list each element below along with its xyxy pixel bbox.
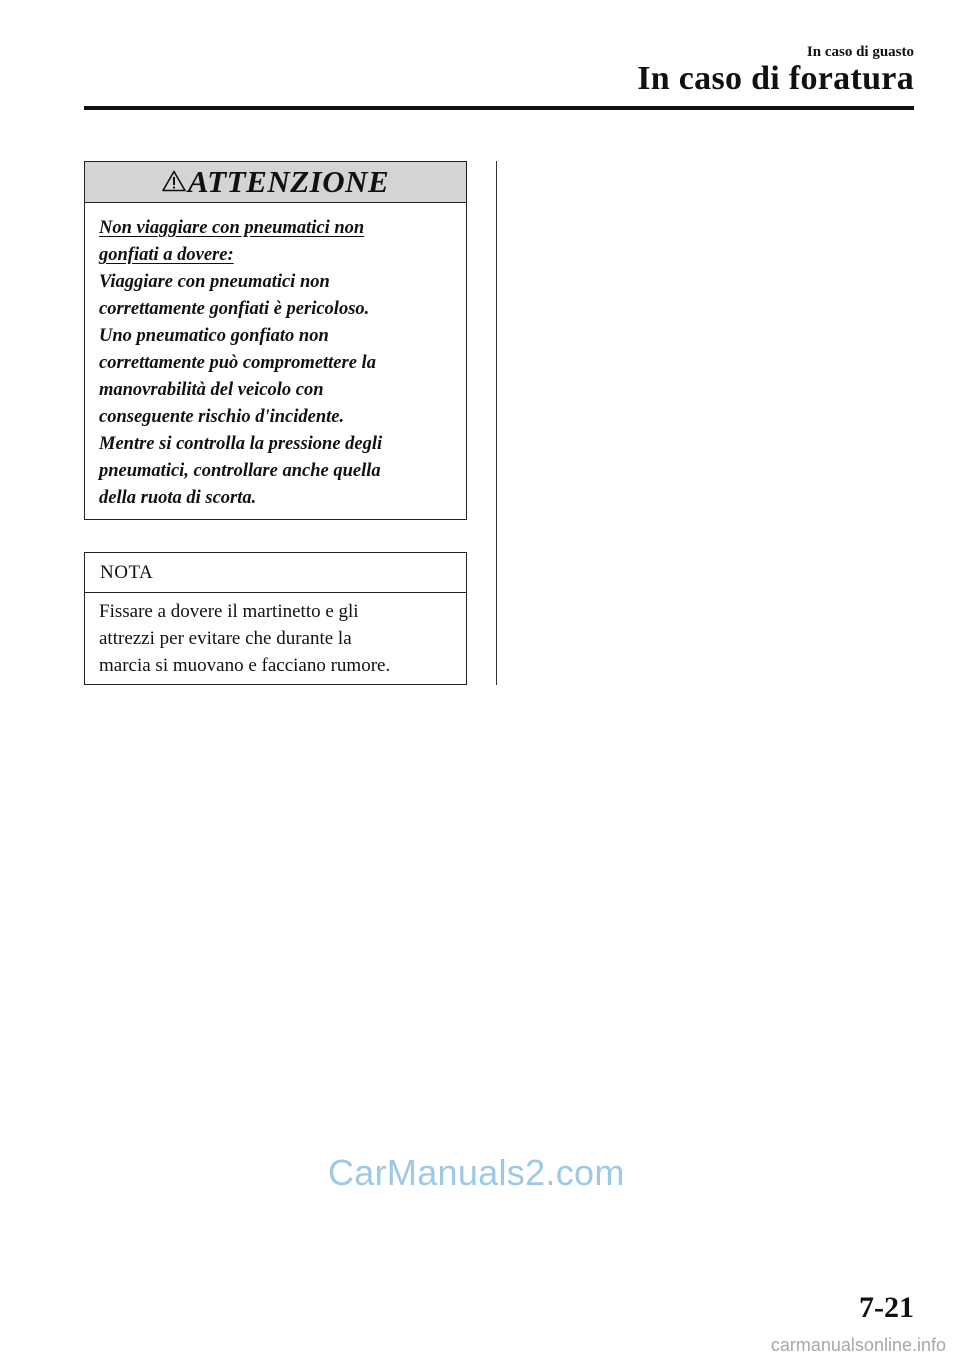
warning-heading-line: gonfiati a dovere: [99, 245, 234, 265]
note-box [84, 552, 467, 685]
warning-line: della ruota di scorta. [99, 488, 257, 508]
warning-box [84, 161, 467, 520]
warning-line: Uno pneumatico gonfiato non [99, 326, 329, 346]
warning-heading-line: Non viaggiare con pneumatici non [99, 218, 365, 238]
warning-line: Viaggiare con pneumatici non [99, 272, 330, 292]
warning-line: conseguente rischio d'incidente. [99, 407, 345, 427]
page-title: In caso di foratura [637, 60, 914, 97]
warning-line: correttamente può compromettere la [99, 353, 376, 373]
warning-body [85, 203, 466, 512]
header-rule [84, 106, 914, 110]
note-line: attrezzi per evitare che durante la [99, 628, 352, 649]
page-number: 7-21 [859, 1291, 914, 1324]
footer-site: carmanualsonline.info [770, 1335, 946, 1355]
note-title: NOTA [85, 553, 466, 593]
note-line: Fissare a dovere il martinetto e gli [99, 601, 359, 622]
watermark: CarManuals2.com [328, 1152, 625, 1193]
warning-line: manovrabilità del veicolo con [99, 380, 324, 400]
note-line: marcia si muovano e facciano rumore. [99, 655, 391, 676]
section-label: In caso di guasto [806, 44, 914, 60]
warning-line: pneumatici, controllare anche quella [99, 461, 381, 481]
warning-header [85, 162, 466, 203]
warning-line: correttamente gonfiati è pericoloso. [99, 299, 370, 319]
note-body [85, 593, 466, 679]
warning-triangle-icon [162, 170, 186, 192]
warning-line: Mentre si controlla la pressione degli [99, 434, 383, 454]
warning-title: ATTENZIONE [187, 164, 390, 199]
column-divider [496, 161, 497, 685]
